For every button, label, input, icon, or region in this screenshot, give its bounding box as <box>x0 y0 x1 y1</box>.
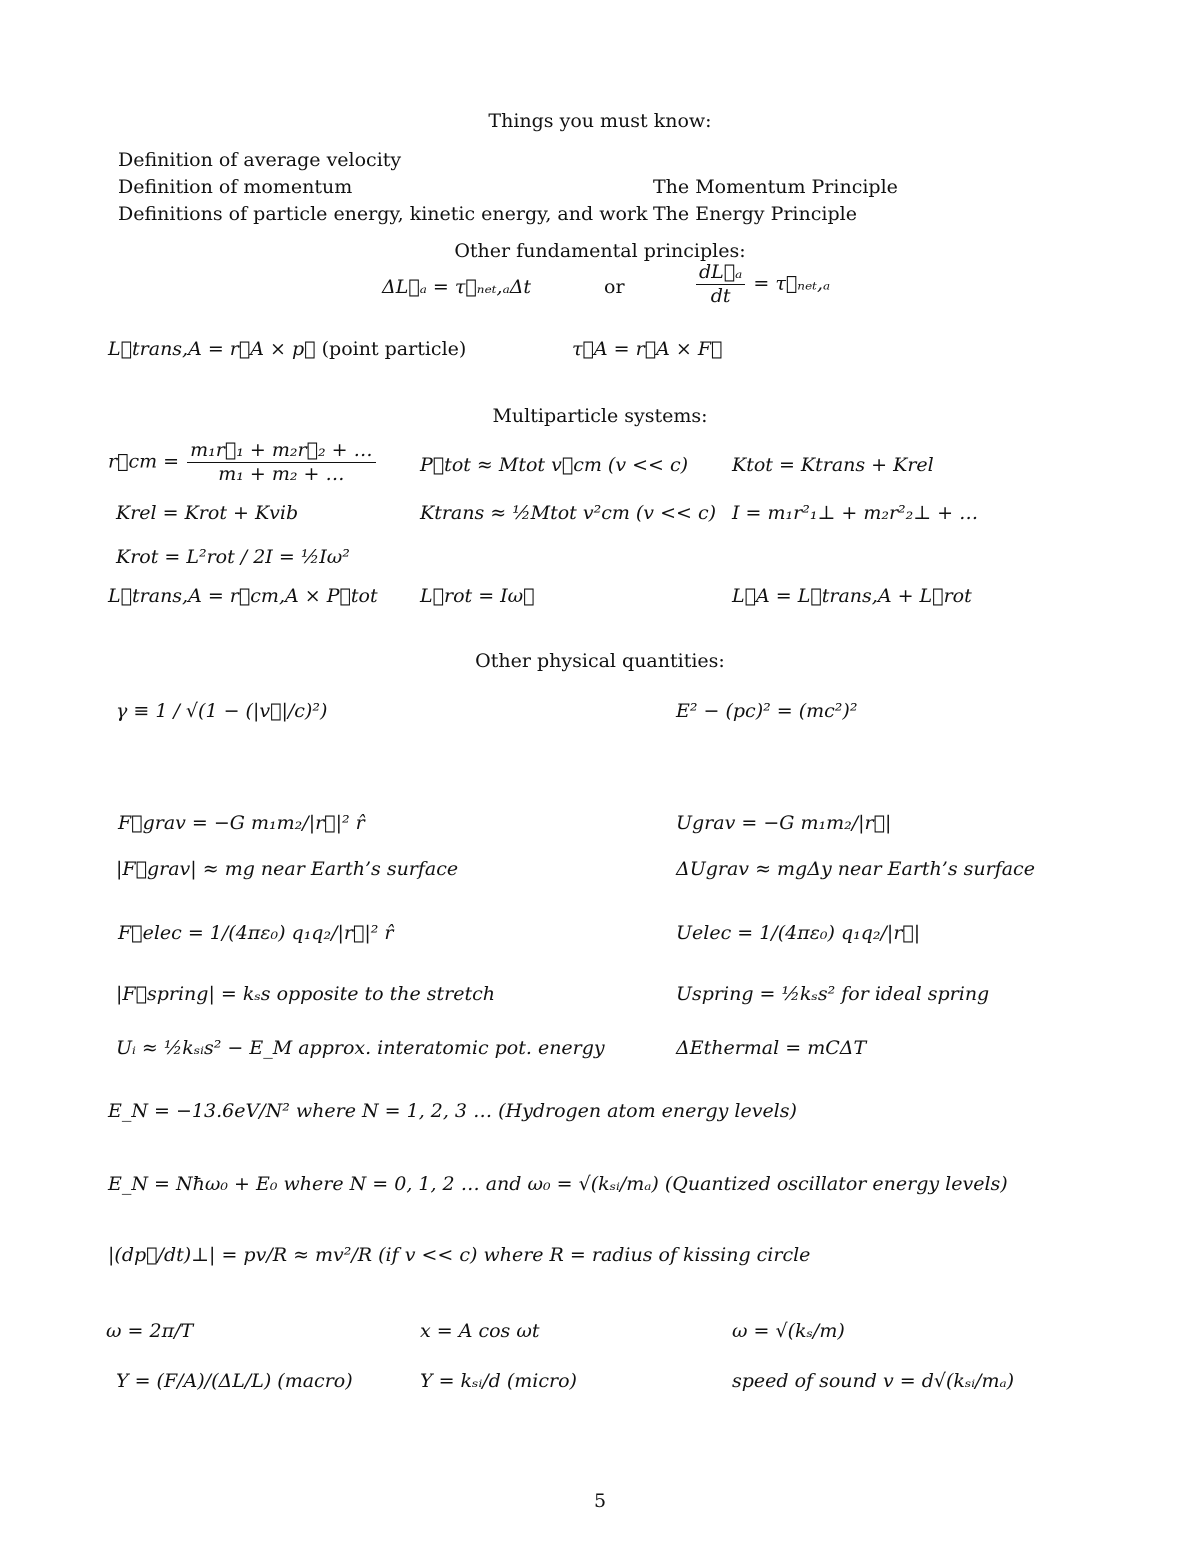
youngs-modulus-micro: Y = kₛᵢ/d (micro) <box>420 1370 577 1392</box>
harmonic-position: x = A cos ωt <box>420 1320 540 1342</box>
lorentz-factor: γ ≡ 1 / √(1 − (|v⃗|/c)²) <box>116 700 328 722</box>
rotational-kinetic-energy: Krot = L²rot / 2I = ½Iω² <box>116 546 350 568</box>
translational-angular-momentum-system: L⃗trans,A = r⃗cm,A × P⃗tot <box>108 585 378 607</box>
heading-other-quantities: Other physical quantities: <box>475 650 725 672</box>
torque-definition: τ⃗A = r⃗A × F⃗ <box>572 338 723 360</box>
angular-frequency-spring: ω = √(kₛ/m) <box>732 1320 845 1342</box>
spring-potential: Uspring = ½kₛs² for ideal spring <box>676 983 990 1005</box>
speed-of-sound: speed of sound v = d√(kₛᵢ/mₐ) <box>732 1370 1015 1392</box>
gravitational-potential: Ugrav = −G m₁m₂/|r⃗| <box>676 812 892 834</box>
gravity-near-surface: |F⃗grav| ≈ mg near Earth’s surface <box>116 858 459 880</box>
potential-near-surface: ΔUgrav ≈ mgΔy near Earth’s surface <box>676 858 1035 880</box>
relative-kinetic-energy: Krel = Krot + Kvib <box>116 502 299 524</box>
total-kinetic-energy: Ktot = Ktrans + Krel <box>732 454 934 476</box>
moment-of-inertia: I = m₁r²₁⊥ + m₂r²₂⊥ + … <box>732 502 979 524</box>
angular-momentum-principle: ΔL⃗ₐ = τ⃗ₙₑₜ,ₐΔt <box>382 276 532 298</box>
gravitational-force: F⃗grav = −G m₁m₂/|r⃗|² r̂ <box>118 812 365 834</box>
page-number: 5 <box>593 1490 607 1512</box>
heading-other-principles: Other fundamental principles: <box>454 240 746 262</box>
center-of-mass: r⃗cm = $\frac{\text{m₁r⃗₁ + m₂r⃗₂ + …}}{\text{m₁ + m₂ + …}}$ <box>108 440 378 485</box>
total-angular-momentum: L⃗A = L⃗trans,A + L⃗rot <box>732 585 972 607</box>
interatomic-potential: Uᵢ ≈ ½kₛᵢs² − E_M approx. interatomic pot. energy <box>116 1037 605 1059</box>
spring-force: |F⃗spring| = kₛs opposite to the stretch <box>116 983 496 1005</box>
hydrogen-energy-levels: E_N = −13.6eV/N² where N = 1, 2, 3 … (Hydrogen atom energy levels) <box>108 1100 797 1122</box>
or-label: or <box>604 276 625 298</box>
oscillator-energy-levels: E_N = Nħω₀ + E₀ where N = 0, 1, 2 … and ω₀ = √(kₛᵢ/mₐ) (Quantized oscillator energy levels) <box>108 1173 1008 1195</box>
total-momentum: P⃗tot ≈ Mtot v⃗cm (v << c) <box>420 454 689 476</box>
heading-must-know: Things you must know: <box>488 110 712 132</box>
electric-force: F⃗elec = 1/(4πε₀) q₁q₂/|r⃗|² r̂ <box>118 922 394 944</box>
thermal-energy: ΔEthermal = mCΔT <box>676 1037 867 1059</box>
rotational-angular-momentum: L⃗rot = Iω⃗ <box>420 585 535 607</box>
must-know-item: Definition of average velocity <box>118 149 402 171</box>
youngs-modulus-macro: Y = (F/A)/(ΔL/L) (macro) <box>116 1370 353 1392</box>
translational-angular-momentum: L⃗trans,A = r⃗A × p⃗ (point particle) <box>108 338 467 360</box>
must-know-principle: The Momentum Principle <box>653 176 898 198</box>
must-know-item: Definitions of particle energy, kinetic energy, and work <box>118 203 648 225</box>
must-know-item: Definition of momentum <box>118 176 353 198</box>
angular-momentum-derivative: $\frac{\text{dL⃗ₐ}}{dt}$ = τ⃗ₙₑₜ,ₐ <box>694 262 830 307</box>
translational-kinetic-energy: Ktrans ≈ ½Mtot v²cm (v << c) <box>420 502 717 524</box>
angular-frequency-period: ω = 2π/T <box>106 1320 194 1342</box>
relativistic-energy: E² − (pc)² = (mc²)² <box>676 700 858 722</box>
must-know-principle: The Energy Principle <box>653 203 857 225</box>
electric-potential: Uelec = 1/(4πε₀) q₁q₂/|r⃗| <box>676 922 921 944</box>
heading-multiparticle: Multiparticle systems: <box>492 405 708 427</box>
perpendicular-force: |(dp⃗/dt)⊥| = pv/R ≈ mv²/R (if v << c) where R = radius of kissing circle <box>108 1244 811 1266</box>
